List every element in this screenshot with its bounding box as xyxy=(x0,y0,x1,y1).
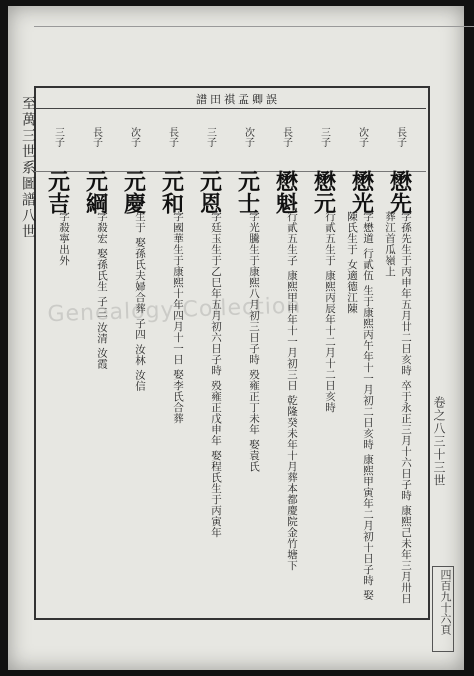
genealogy-column xyxy=(306,114,342,220)
person-biography: 字光騰生于康熙八月初三日子時 殁雍正丁未年 娶袁氏 xyxy=(248,211,260,472)
relation-label: 長子 xyxy=(280,127,292,147)
header-rule xyxy=(34,108,426,109)
person-biography: 字國華生于康熙十年四月十一日 娶李氏合葬 xyxy=(172,211,184,424)
relation-label: 長子 xyxy=(394,127,406,147)
page-number: 四百九十六頁 xyxy=(432,566,454,652)
genealogy-column xyxy=(230,114,266,220)
genealogy-column xyxy=(116,114,152,220)
person-biography: 字殺宏 娶孫氏生 子三 汝清 汝霞 xyxy=(96,211,108,370)
relation-label: 三子 xyxy=(318,127,330,147)
person-name: 懋先 xyxy=(386,170,413,214)
person-name: 元慶 xyxy=(120,170,147,214)
relation-label: 次子 xyxy=(242,127,254,147)
genealogy-column xyxy=(78,114,114,220)
genealogy-column xyxy=(268,114,304,220)
person-biography: 字懋道 行貳伍 生于康熙丙午年十一月初二日亥時 康熙甲寅年二月初十日子時 娶陳氏生于 女適德江陳 xyxy=(346,211,374,601)
person-name: 懋光 xyxy=(348,170,375,214)
left-margin-title: 至萬三世系圖譜八世 xyxy=(20,96,36,240)
genealogy-page xyxy=(8,6,464,670)
person-name: 懋魁 xyxy=(272,170,299,214)
genealogy-column xyxy=(192,114,228,220)
page-header: 譜田祺孟卿誤 xyxy=(196,93,280,106)
person-name: 懋元 xyxy=(310,170,337,214)
person-biography: 行貳五生于 康熙丙辰年十二月十二日亥時 xyxy=(324,211,336,413)
relation-label: 長子 xyxy=(90,127,102,147)
person-biography: 字孫先生于丙申年五月廿二日亥時 卒于永正三月十六日子時 康熙己未年三月卅日葬江首瓜嶺上 xyxy=(384,211,412,604)
person-name: 元恩 xyxy=(196,170,223,214)
relation-label: 三子 xyxy=(204,127,216,147)
right-margin-volume: 卷之八三十三世 xyxy=(432,396,446,487)
relation-label: 次子 xyxy=(356,127,368,147)
person-biography: 生于 娶孫氏夫婦合葬 子四 汝林 汝信 xyxy=(134,211,146,392)
genealogy-column xyxy=(344,114,380,220)
person-biography: 字殺寧出外 xyxy=(58,211,70,266)
relation-label: 長子 xyxy=(166,127,178,147)
top-rule xyxy=(34,26,474,27)
person-name: 元綱 xyxy=(82,170,109,214)
watermark-text: Genealogy Collection xyxy=(47,293,302,328)
person-name: 元和 xyxy=(158,170,185,214)
genealogy-column xyxy=(154,114,190,220)
relation-label: 三子 xyxy=(52,127,64,147)
relation-label: 次子 xyxy=(128,127,140,147)
genealogy-column xyxy=(40,114,76,220)
person-biography: 行貳五生子 康熙甲申年十一月初三日 乾隆癸未年十月葬本都慶院金竹塘下 xyxy=(286,211,298,571)
person-name: 元吉 xyxy=(44,170,71,214)
person-biography: 字廷玉生于乙巳年五月初六日子時 殁雍正戊申年 娶程氏生于丙寅年 xyxy=(210,211,222,538)
genealogy-column xyxy=(382,114,418,220)
person-name: 元士 xyxy=(234,170,261,214)
